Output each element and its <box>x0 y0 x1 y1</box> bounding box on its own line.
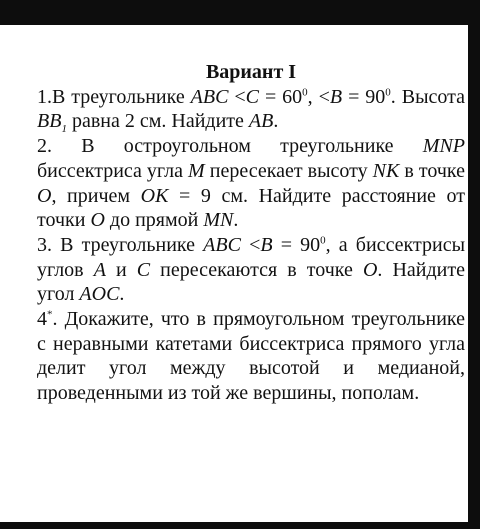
task-text: равна 2 см. Найдите <box>66 110 249 133</box>
subscript: 1 <box>61 123 67 136</box>
math-var: A <box>93 258 106 281</box>
task-text: , причем <box>51 184 141 207</box>
task-text: = 90 <box>342 85 386 108</box>
math-var: O <box>90 209 105 232</box>
task-text: и <box>105 258 137 281</box>
math-var: MN <box>203 209 234 232</box>
task-text: . <box>273 110 279 133</box>
task-text: = 9 см. Найдите расстояние от точки <box>37 184 465 232</box>
math-var: NK <box>372 159 400 182</box>
task-text: пересекает высоту <box>204 159 373 182</box>
task-2 <box>37 134 465 233</box>
top-dark-border <box>0 0 480 25</box>
task-text: , а биссектрисы углов <box>37 233 466 281</box>
star-mark: * <box>47 308 53 321</box>
task-text: 1.В треугольнике <box>37 85 191 108</box>
task-text: 2. В остроугольном треугольнике <box>37 135 423 158</box>
task-text: . Высота <box>390 85 465 108</box>
task-1 <box>37 85 465 134</box>
task-text: . Докажите, что в прямоугольном треугольнике с неравными катетами биссектриса прямого угла делит угол между высотой и медианой, проведенными из той же вершины, пополам. <box>37 308 465 405</box>
task-text: < <box>228 85 246 108</box>
math-var: ABC <box>190 85 229 108</box>
task-text: пересекаются в точке <box>150 258 363 281</box>
math-var: BB <box>37 110 62 133</box>
math-var: O <box>362 258 378 281</box>
math-var: ABC <box>203 233 241 256</box>
degree-mark: 0 <box>302 86 308 99</box>
math-var: C <box>245 85 259 108</box>
math-var: AB <box>248 110 274 133</box>
task-text: в точке <box>399 159 466 182</box>
math-var: O <box>37 184 52 207</box>
task-text: = 90 <box>272 233 321 256</box>
task-text: до прямой <box>104 209 204 232</box>
right-dark-border <box>468 0 480 529</box>
math-var: B <box>260 233 273 256</box>
task-text: . <box>119 283 125 306</box>
task-4 <box>37 307 465 406</box>
worksheet <box>37 60 465 406</box>
math-var: AOC <box>79 283 120 306</box>
task-text: 3. В треугольнике <box>37 233 204 256</box>
task-text: . <box>233 209 239 232</box>
math-var: MNP <box>422 135 465 158</box>
task-text: . Найдите угол <box>37 258 465 306</box>
degree-mark: 0 <box>320 234 326 247</box>
task-text: биссектриса угла <box>37 159 189 182</box>
degree-mark: 0 <box>385 86 391 99</box>
task-text: < <box>240 233 261 256</box>
math-var: C <box>136 258 151 281</box>
bottom-dark-border <box>0 522 480 529</box>
math-var: OK <box>140 184 169 207</box>
task-text: = 60 <box>259 85 303 108</box>
variant-title: Вариант I <box>205 61 297 83</box>
task-number: 4 <box>37 308 47 331</box>
math-var: B <box>329 85 343 108</box>
task-text: , < <box>307 85 330 108</box>
math-var: M <box>188 159 205 182</box>
task-3 <box>37 233 465 307</box>
